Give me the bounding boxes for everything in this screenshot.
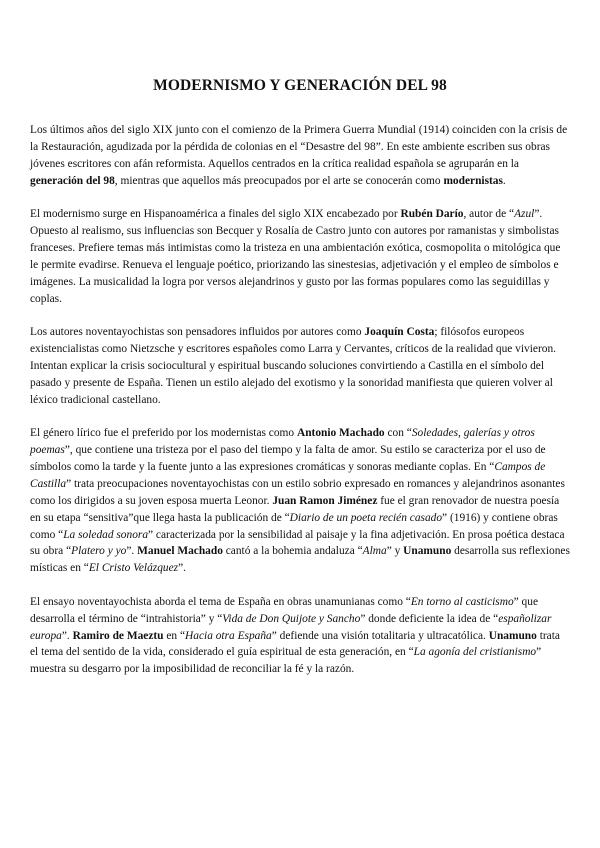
work-title: El Cristo Velázquez <box>88 562 179 575</box>
text-run: ” que desarrolla el término de “intrahistoria” y “ <box>30 595 539 625</box>
bold-term: Juan Ramon Jiménez <box>272 494 378 507</box>
work-title: Vida de Don Quijote y Sancho <box>222 612 361 625</box>
paragraph-modernismo <box>30 206 570 307</box>
text-run: , mientras que aquellos más preocupados por el arte se conocerán como <box>114 174 444 187</box>
text-run: Los últimos años del siglo XIX junto con el comienzo de la Primera Guerra Mundial (1914) coinciden con la crisis de la Restauración, agudizada por la pérdida de colonias en el “Desastre del 98”. En este ambiente escriben sus obras jóvenes escritores con afán reformista. Aquellos centrados en la crítica realidad española se agruparán en la <box>30 124 568 170</box>
work-title: Alma <box>362 545 387 558</box>
paragraph-noventayochistas <box>30 324 570 409</box>
bold-term: Joaquín Costa <box>364 326 435 339</box>
text-run: desarrolla sus reflexiones místicas en “ <box>30 545 570 575</box>
text-run: ”. <box>126 545 138 558</box>
text-run: trata el tema del sentido de la vida, considerado el guía espiritual de esta generación, en “ <box>30 629 560 659</box>
text-run: . <box>502 174 506 187</box>
work-title: Soledades, galerías y otros poemas <box>30 427 535 456</box>
bold-term: generación del 98 <box>30 174 115 187</box>
work-title: La agonía del cristianismo <box>413 646 537 659</box>
text-run: fue el gran renovador de nuestra poesía en su etapa “sensitiva”que llega hasta la publicación de “ <box>30 494 560 524</box>
bold-term: Antonio Machado <box>296 427 385 440</box>
text-run: El género lírico fue el preferido por los modernistas como <box>30 427 297 440</box>
text-run: ” (1916) y contiene obras como “ <box>30 511 558 541</box>
bold-term: Rubén Darío <box>400 208 464 221</box>
text-run: ” defiende una visión totalitaria y ultracatólica. <box>271 629 489 642</box>
text-run: El modernismo surge en Hispanoamérica a finales del siglo XIX encabezado por <box>30 208 401 221</box>
paragraph-intro <box>30 122 570 190</box>
text-run: , autor de “ <box>463 208 515 221</box>
text-run: ”, que contiene una tristeza por el paso del tiempo y la falta de amor. Su estilo se caracteriza por el uso de símbolos como la tarde y la fuente junto a las expresiones cromáticas y sonoras mediante coplas. En “ <box>30 444 546 473</box>
work-title: La soledad sonora <box>63 528 149 541</box>
text-run: ; filósofos europeos existencialistas como Nietzsche y escritores españoles como Larra y Cervantes, críticos de la realidad que vivieron. Intentan explicar la crisis sociocultural y espiritual buscando soluciones convirtiendo a Castilla en el símbolo del pasado y presente de España. Tienen un estilo alejado del exotismo y la sonoridad manifiesta que quieren volver al léxico tradicional castellano. <box>30 326 556 406</box>
work-title: Diario de un poeta recién casado <box>289 511 443 524</box>
work-title: españolizar europa <box>30 612 552 642</box>
work-title: Hacia otra España <box>185 629 272 642</box>
paragraph-genero-lirico <box>30 425 570 577</box>
work-title: En torno al casticismo <box>410 595 514 608</box>
text-run: El ensayo noventayochista aborda el tema de España en obras unamunianas como “ <box>30 595 411 608</box>
text-run: ”. <box>61 629 73 642</box>
work-title: Campos de Castilla <box>30 460 546 490</box>
text-run: cantó a la bohemia andaluza “ <box>222 545 363 558</box>
work-title: Platero y yo <box>71 545 127 558</box>
text-run: ” donde deficiente la idea de “ <box>360 612 499 625</box>
text-run: en “ <box>163 629 186 642</box>
text-run: ”. Opuesto al realismo, sus influencias son Becquer y Rosalía de Castro junto con autores por ramanistas y simbolistas franceses. Prefiere temas más intimistas como la tristeza en una ambientación exótica, cosmopolita o mitológica que le permite evadirse. Renueva el lenguaje poético, priorizando las sinestesias, adjetivación y el empleo de símbolos e imágenes. La musicalidad la logra por versos alejandrinos y gusto por las formas populares como las seguidillas y coplas. <box>30 208 561 305</box>
work-title: Azul <box>514 208 535 221</box>
text-run: ” y <box>386 545 404 558</box>
bold-term: Unamuno <box>488 629 537 642</box>
paragraph-ensayo <box>30 594 570 679</box>
bold-term: modernistas <box>443 174 503 187</box>
bold-term: Manuel Machado <box>137 545 223 558</box>
document-title: MODERNISMO Y GENERACIÓN DEL 98 <box>153 77 447 94</box>
text-run: con “ <box>384 427 412 440</box>
text-run: ” trata preocupaciones noventayochistas con un estilo sobrio expresado en romances y alejandrinos asonantes como los dirigidos a su joven esposa muerta Leonor. <box>30 477 565 507</box>
text-run: Los autores noventayochistas son pensadores influidos por autores como <box>30 326 365 339</box>
document-body <box>30 122 570 695</box>
text-run: ” muestra su desgarro por la imposibilidad de reconciliar la fé y la razón. <box>30 646 542 676</box>
bold-term: Unamuno <box>403 545 452 558</box>
bold-term: Ramiro de Maeztu <box>72 629 164 642</box>
text-run: ”. <box>178 562 186 575</box>
text-run: ” caracterizada por la sensibilidad al paisaje y la fina adjetivación. En prosa poética destaca su obra “ <box>30 528 565 558</box>
